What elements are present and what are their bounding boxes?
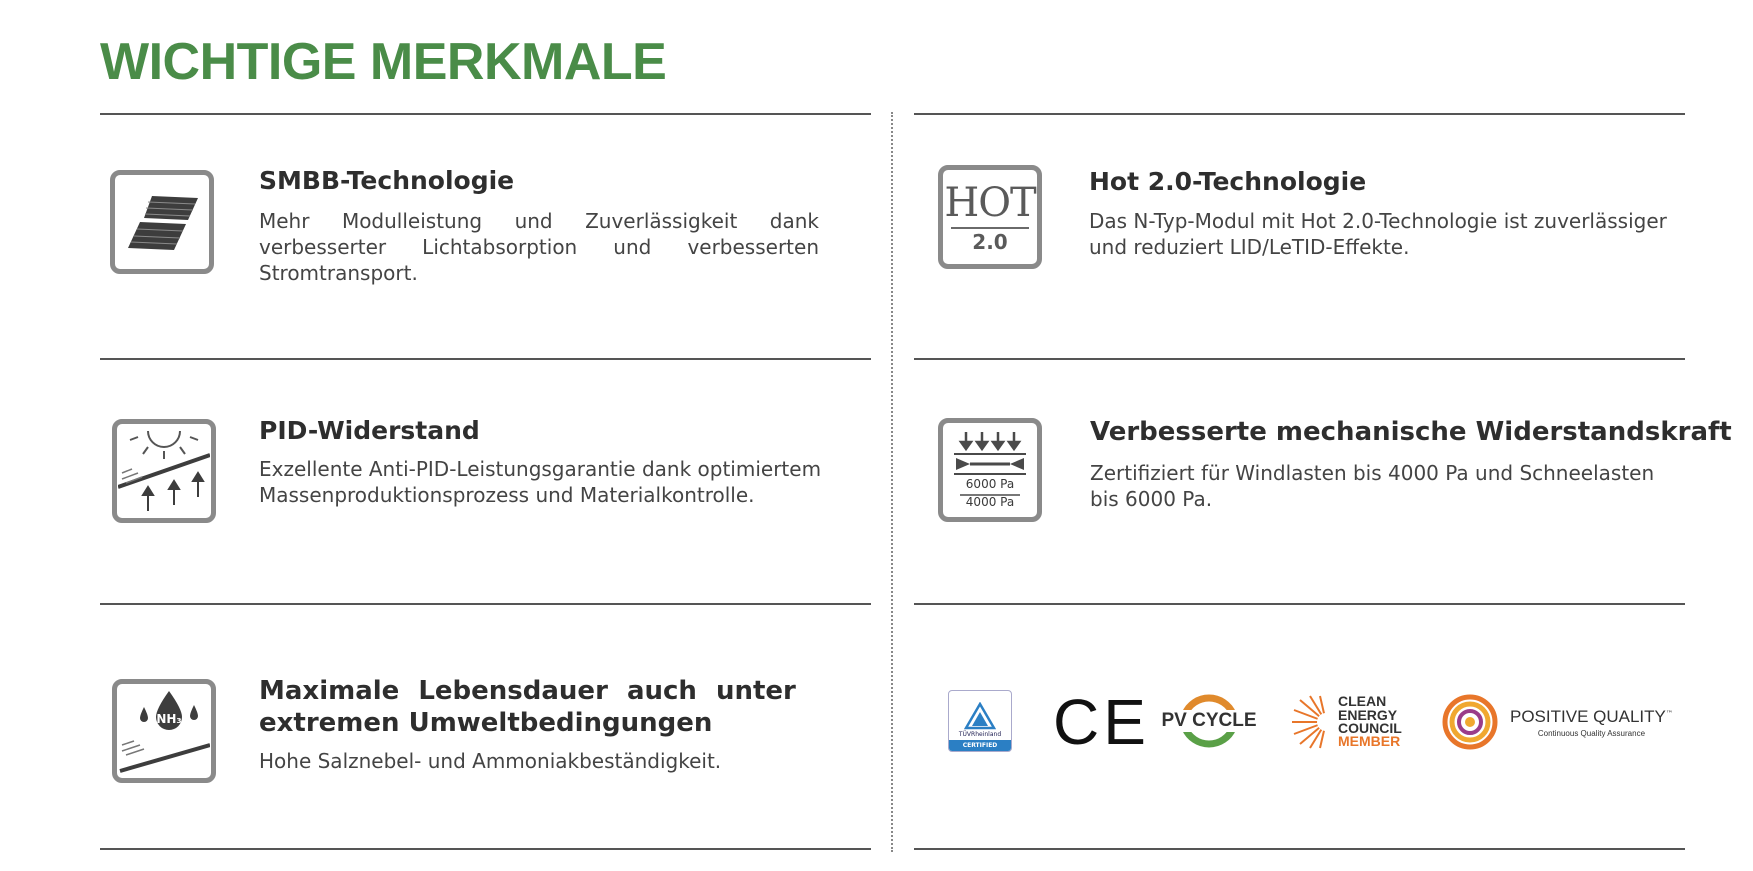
tuv-name: TÜVRheinland bbox=[958, 731, 1002, 738]
divider-left-3 bbox=[100, 603, 871, 605]
pv-cycle-text: PV CYCLE bbox=[1161, 710, 1257, 731]
ce-mark-logo bbox=[1053, 686, 1150, 758]
feature-title: Verbesserte mechanische Widerstandskraft bbox=[1090, 417, 1732, 447]
cec-line-2: ENERGY bbox=[1338, 706, 1398, 723]
hot-2-0-icon bbox=[938, 165, 1042, 269]
positive-quality-subtitle: Continuous Quality Assurance bbox=[1537, 728, 1646, 738]
sun-anti-pid-icon bbox=[112, 419, 216, 523]
load-value-top: 6000 Pa bbox=[965, 477, 1015, 491]
positive-quality-swirl-icon bbox=[1440, 692, 1500, 752]
load-value-bottom: 4000 Pa bbox=[965, 495, 1015, 509]
ce-mark-text: CE bbox=[1053, 686, 1150, 758]
divider-right-2 bbox=[914, 358, 1685, 360]
salt-ammonia-icon bbox=[112, 679, 216, 783]
divider-right-3 bbox=[914, 603, 1685, 605]
divider-left-2 bbox=[100, 358, 871, 360]
divider-right-1 bbox=[914, 113, 1685, 115]
feature-title: Hot 2.0-Technologie bbox=[1089, 167, 1367, 196]
clean-energy-council-logo bbox=[1286, 688, 1402, 756]
feature-title: SMBB-Technologie bbox=[259, 166, 515, 195]
cec-line-4: MEMBER bbox=[1338, 733, 1401, 750]
mechanical-load-icon bbox=[938, 418, 1042, 522]
feature-title-line-1: Maximale Lebensdauer auch unter bbox=[259, 676, 796, 706]
page-title: WICHTIGE MERKMALE bbox=[100, 33, 667, 91]
trademark-symbol: ™ bbox=[1665, 709, 1673, 718]
divider-right-4 bbox=[914, 848, 1685, 850]
column-divider bbox=[891, 112, 893, 852]
solar-panel-icon bbox=[110, 170, 214, 274]
positive-quality-title: POSITIVE QUALITY bbox=[1510, 706, 1666, 726]
feature-title-line-2: extremen Umweltbedingungen bbox=[259, 708, 713, 738]
hot-icon-version: 2.0 bbox=[972, 229, 1008, 254]
tuv-rheinland-logo bbox=[948, 690, 1012, 752]
feature-description: Zertifiziert für Windlasten bis 4000 Pa und Schneelasten bis 6000 Pa. bbox=[1090, 461, 1655, 511]
sunburst-icon bbox=[1286, 694, 1334, 750]
feature-description: Mehr Modulleistung und Zuverlässigkeit dank verbesserter Lichtabsorption und verbesserten Stromtransport. bbox=[259, 209, 819, 285]
nh3-label: NH₃ bbox=[156, 712, 182, 726]
certification-logos bbox=[940, 684, 1685, 760]
divider-left-1 bbox=[100, 113, 871, 115]
feature-title: PID-Widerstand bbox=[259, 416, 480, 445]
cec-line-3: COUNCIL bbox=[1338, 720, 1402, 736]
divider-left-4 bbox=[100, 848, 871, 850]
hot-icon-text: HOT bbox=[944, 179, 1036, 226]
feature-description: Hohe Salznebel- und Ammoniakbeständigkeit. bbox=[259, 749, 722, 773]
cec-line-1: CLEAN bbox=[1338, 693, 1387, 710]
feature-description: Das N-Typ-Modul mit Hot 2.0-Technologie ist zuverlässiger und reduziert LID/LeTID-Effekte. bbox=[1089, 209, 1667, 259]
tuv-triangle-icon bbox=[964, 702, 996, 730]
positive-quality-logo bbox=[1440, 688, 1673, 756]
tuv-badge: CERTIFIED bbox=[949, 740, 1011, 751]
feature-description: Exzellente Anti-PID-Leistungsgarantie dank optimiertem Massenproduktionsprozess und Materialkontrolle. bbox=[259, 457, 822, 507]
pv-cycle-logo bbox=[1162, 692, 1256, 750]
